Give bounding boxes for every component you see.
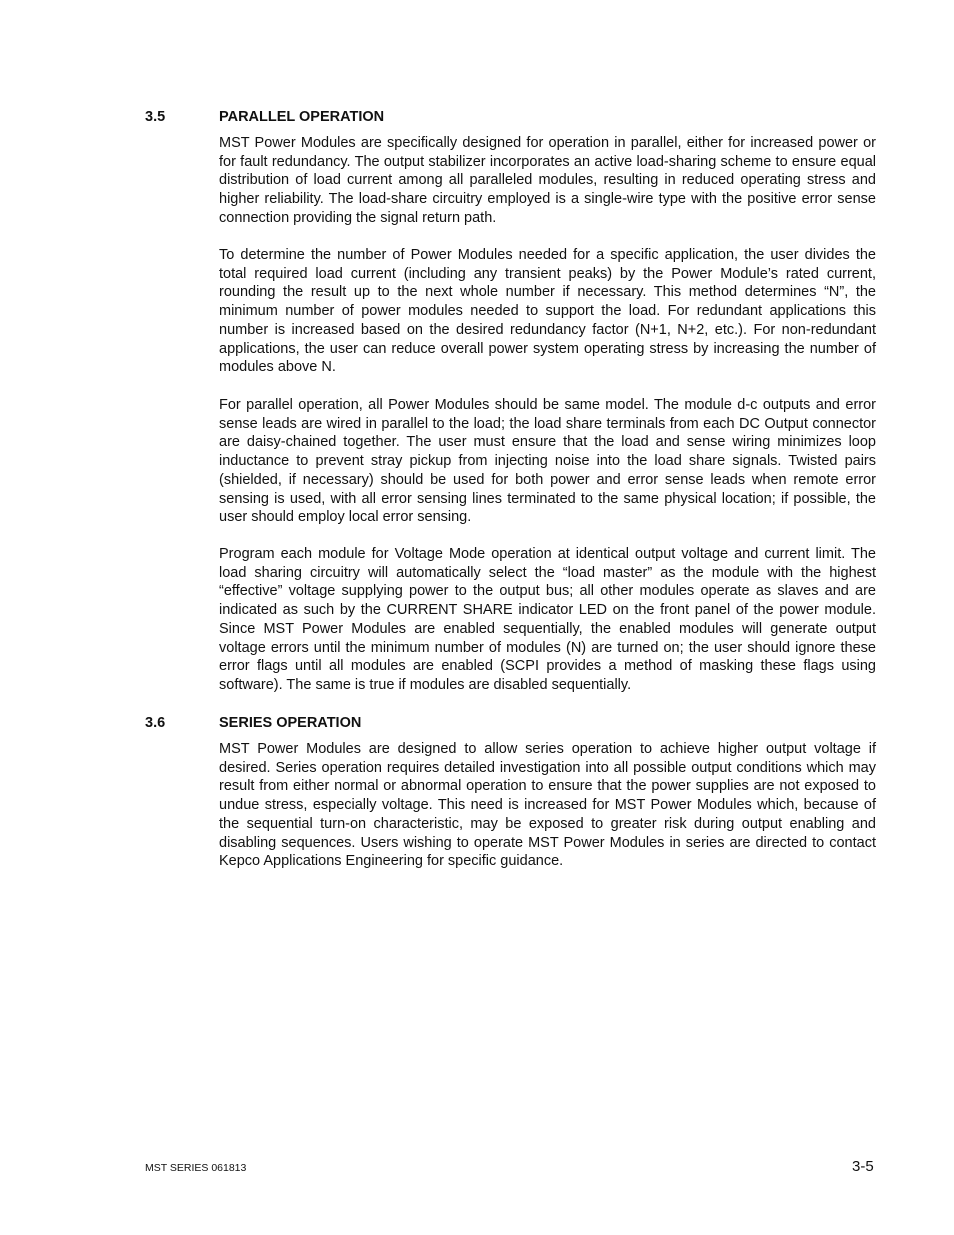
section-3-6-heading xyxy=(145,714,361,732)
footer-document-id: MST SERIES 061813 xyxy=(145,1162,247,1174)
paragraph: MST Power Modules are designed to allow series operation to achieve higher output voltage if desired. Series operation requires detailed investigation into all possible output conditions which may result from either normal or abnormal operation to ensure that the power supplies are not exposed to undue stress, especially voltage. This need is increased for MST Power Modules which, because of the sequential turn-on characteristic, may be exposed to greater risk during output enabling and disabling sequences. Users wishing to operate MST Power Modules in series are directed to contact Kepco Applications Engineering for specific guidance. xyxy=(219,741,876,870)
section-3-5-heading xyxy=(145,108,384,126)
paragraph: To determine the number of Power Modules needed for a specific application, the user divides the total required load current (including any transient peaks) by the Power Module’s rated current, rounding the result up to the next whole number if necessary. This method determines “N”, the minimum number of power modules needed to support the load. For redundant applications this number is increased based on the desired redundancy factor (N+1, N+2, etc.). For non-redundant applications, the user can reduce overall power system operating stress by increasing the number of modules above N. xyxy=(219,247,876,376)
section-number: 3.6 xyxy=(145,715,166,731)
paragraph: For parallel operation, all Power Modules should be same model. The module d-c outputs and error sense leads are wired in parallel to the load; the load share terminals from each DC Output connector are daisy-chained together. The user must ensure that the load and sense wiring minimizes loop inductance to prevent stray pickup from injecting noise into the load share signals. Twisted pairs (shielded, if necessary) should be used for both power and error sense leads when remote error sensing is used, with all error sensing lines terminated to the same physical location; if possible, the user should employ local error sensing. xyxy=(219,397,876,526)
section-number: 3.5 xyxy=(145,109,166,125)
section-title: SERIES OPERATION xyxy=(219,715,362,731)
footer-page-number: 3-5 xyxy=(852,1158,874,1175)
section-title: PARALLEL OPERATION xyxy=(219,109,385,125)
paragraph: MST Power Modules are specifically designed for operation in parallel, either for increased power or for fault redundancy. The output stabilizer incorporates an active load-sharing scheme to ensure equal distribution of load current among all paralleled modules, resulting in reduced operating stress and higher reliability. The load-share circuitry employed is a single-wire type with the positive error sense connection providing the signal return path. xyxy=(219,135,876,226)
paragraph: Program each module for Voltage Mode operation at identical output voltage and current limit. The load sharing circuitry will automatically select the “load master” as the module with the highest “effective” voltage supplying power to the output bus; all other modules operate as slaves and are indicated as such by the CURRENT SHARE indicator LED on the front panel of the power module. Since MST Power Modules are enabled sequentially, the enabled modules will generate output voltage errors until the minimum number of modules (N) are turned on; the user should ignore these error flags until all modules are enabled (SCPI provides a method of masking these flags using software). The same is true if modules are disabled sequentially. xyxy=(219,546,876,693)
